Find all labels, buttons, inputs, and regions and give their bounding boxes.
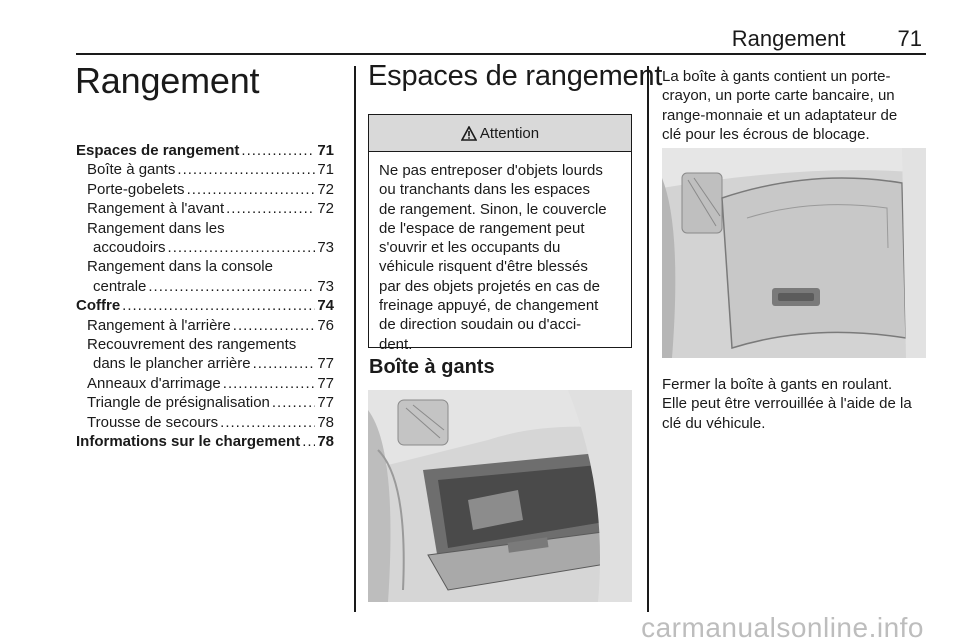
toc-leader-dots	[302, 432, 315, 451]
toc-entry-page: 72	[317, 180, 334, 198]
toc-entry-label: centrale	[93, 277, 147, 295]
text-line: s'ouvrir et les occupants du	[379, 239, 561, 257]
glovebox-open-illustration	[368, 390, 632, 602]
toc-entry	[76, 374, 334, 393]
warning-triangle-icon	[461, 126, 477, 141]
toc-entry	[76, 413, 334, 432]
text-line: clé du véhicule.	[662, 414, 766, 432]
toc-entry-page: 78	[317, 413, 334, 431]
toc-entry-page: 71	[317, 161, 334, 179]
toc-entry-label: Anneaux d'arrimage	[87, 374, 221, 392]
table-of-contents	[76, 141, 334, 452]
toc-leader-dots	[177, 160, 315, 179]
toc-entry-page: 73	[317, 277, 334, 295]
attention-heading: Attention	[479, 124, 540, 142]
toc-entry-page: 73	[317, 239, 334, 257]
subsection-title: Boîte à gants	[369, 356, 495, 378]
toc-entry-page: 76	[317, 316, 334, 334]
toc-entry-label: Porte-gobelets	[87, 180, 185, 198]
toc-entry	[76, 393, 334, 412]
glovebox-closing-note	[662, 375, 912, 433]
toc-entry-label: Trousse de secours	[87, 413, 219, 431]
text-line: de rangement. Sinon, le couvercle	[379, 200, 607, 218]
text-line: crayon, un porte carte bancaire, un	[662, 87, 895, 105]
toc-entry	[76, 199, 334, 218]
text-line: véhicule risquent d'être blessés	[379, 258, 588, 276]
toc-entry	[76, 219, 334, 238]
toc-entry-page: 77	[317, 355, 334, 373]
toc-entry-label: Boîte à gants	[87, 161, 176, 179]
column-divider-2	[647, 66, 649, 612]
toc-entry-label: dans le plancher arrière	[93, 355, 251, 373]
text-line: Fermer la boîte à gants en roulant.	[662, 376, 893, 393]
toc-entry-label: Rangement à l'arrière	[87, 316, 231, 334]
attention-box	[368, 114, 632, 353]
toc-leader-dots	[272, 393, 315, 412]
section-title: Espaces de rangement	[368, 60, 663, 92]
toc-entry-label: Recouvrement des rangements	[87, 336, 297, 354]
chapter-title: Rangement	[75, 60, 260, 101]
toc-entry	[76, 180, 334, 199]
toc-entry-label: Espaces de rangement	[76, 142, 240, 159]
page-number: 71	[897, 26, 922, 51]
toc-entry	[76, 354, 334, 373]
toc-entry	[76, 141, 334, 160]
text-line: Elle peut être verrouillée à l'aide de la	[662, 395, 912, 413]
running-header	[732, 26, 922, 52]
toc-entry	[76, 316, 334, 335]
toc-entry-page: 77	[317, 394, 334, 412]
toc-entry-label: Rangement dans les	[87, 219, 225, 237]
toc-entry	[76, 238, 334, 257]
toc-leader-dots	[187, 180, 316, 199]
attention-header	[369, 115, 631, 152]
toc-entry-page: 77	[317, 374, 334, 392]
watermark: carmanualsonline.info	[641, 612, 924, 642]
text-line: range-monnaie et un adaptateur de	[662, 106, 898, 124]
toc-entry	[76, 257, 334, 276]
text-line: par des objets projetés en cas de	[379, 277, 600, 295]
toc-entry	[76, 432, 334, 451]
text-line: ou tranchants dans les espaces	[379, 181, 590, 199]
toc-entry	[76, 277, 334, 296]
toc-entry	[76, 335, 334, 354]
toc-entry-page: 78	[317, 433, 334, 451]
toc-entry	[76, 296, 334, 315]
text-line: Ne pas entreposer d'objets lourds	[379, 162, 603, 179]
toc-entry	[76, 160, 334, 179]
text-line: freinage appuyé, de changement	[379, 297, 599, 315]
text-line: de l'espace de rangement peut	[379, 219, 585, 237]
toc-entry-label: Rangement dans la console	[87, 258, 273, 276]
toc-entry-label: Triangle de présignalisation	[87, 394, 270, 412]
toc-entry-label: Coffre	[76, 297, 121, 315]
toc-leader-dots	[233, 316, 316, 335]
text-line: de direction soudain ou d'acci-	[379, 316, 582, 334]
toc-leader-dots	[226, 199, 315, 218]
toc-leader-dots	[220, 413, 315, 432]
toc-entry-label: Rangement à l'avant	[87, 200, 225, 218]
toc-entry-page: 74	[317, 297, 334, 315]
toc-leader-dots	[148, 277, 315, 296]
header-section: Rangement	[731, 26, 846, 51]
toc-entry-page: 71	[317, 142, 334, 159]
toc-leader-dots	[122, 296, 315, 315]
text-line: La boîte à gants contient un porte-	[662, 68, 891, 85]
glovebox-closed-illustration	[662, 148, 926, 358]
toc-entry-page: 72	[317, 200, 334, 218]
toc-leader-dots	[168, 238, 316, 257]
toc-leader-dots	[241, 141, 315, 160]
text-line: dent.	[379, 335, 413, 353]
toc-entry-label: accoudoirs	[93, 239, 166, 257]
column-divider-1	[354, 66, 356, 612]
header-rule	[76, 53, 926, 55]
toc-entry-label: Informations sur le chargement	[76, 433, 301, 451]
glovebox-description	[662, 67, 897, 145]
attention-body	[369, 152, 631, 354]
text-line: clé pour les écrous de blocage.	[662, 126, 870, 144]
toc-leader-dots	[253, 354, 316, 373]
toc-leader-dots	[223, 374, 316, 393]
